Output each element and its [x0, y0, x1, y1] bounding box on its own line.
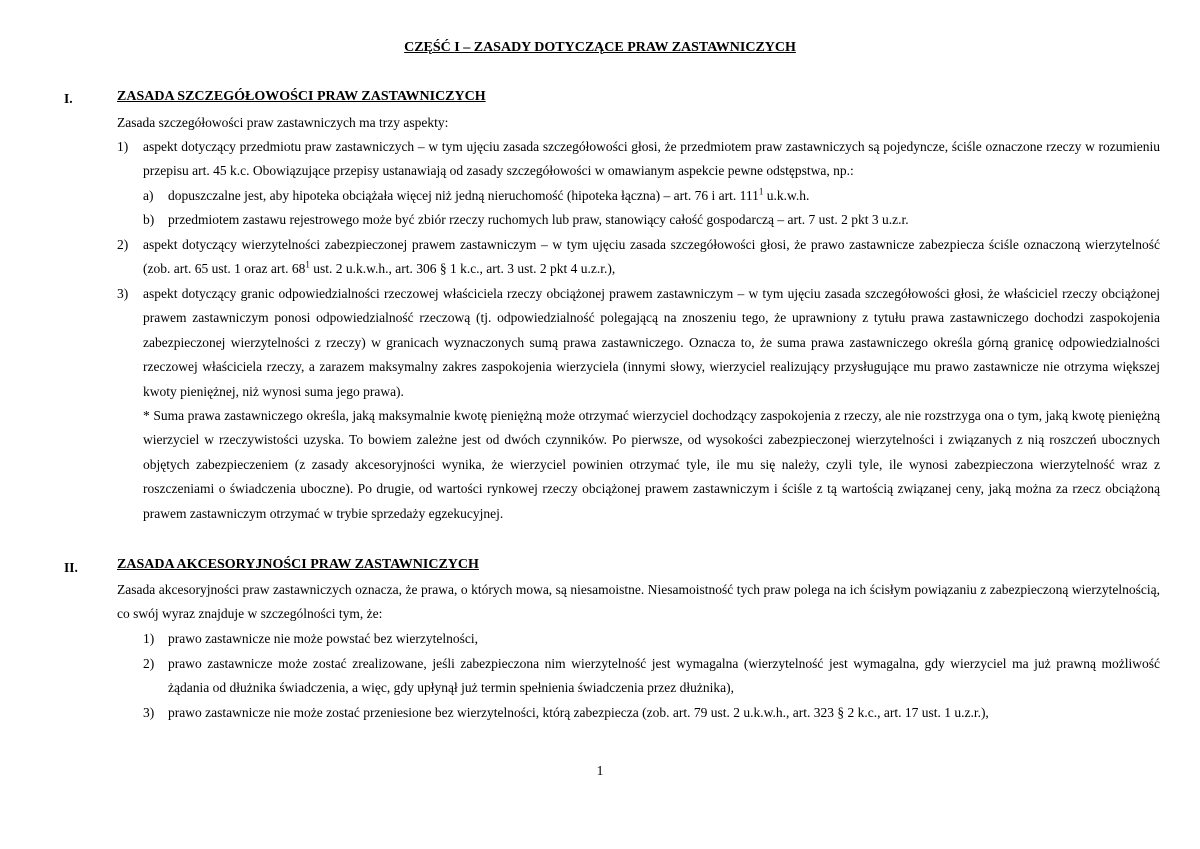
list-item: aspekt dotyczący wierzytelności zabezpieczonej prawem zastawniczym – w tym ujęciu zasada szczegółowości głosi, że prawo zastawnicze zabezpiecza ściśle oznaczoną wierzytelność (zob. art. 65 ust. 1 oraz art. $68^1$ ust. 2 u.k.w.h., art. 306 § 1 k.c., art. 3 ust. 2 pkt 4 u.z.r.),: [143, 237, 1160, 277]
list-item: prawo zastawnicze nie może zostać przeniesione bez wierzytelności, którą zabezpiecza (zob. art. 79 ust. 2 u.k.w.h., art. 323 § 2 k.c., art. 17 ust. 1 u.z.r.),: [168, 705, 989, 720]
list-marker: 2): [117, 237, 129, 252]
list-item: prawo zastawnicze może zostać zrealizowane, jeśli zabezpieczona nim wierzytelność jest wymagalna (wierzytelność jest wymagalna, gdy wierzyciel ma już prawną możliwość żądania od dłużnika świadczenia, a więc, gdy upłynął już termin spełnienia świadczenia przez dłużnika),: [168, 656, 1160, 696]
section-2-heading: ZASADA AKCESORYJNOŚCI PRAW ZASTAWNICZYCH: [117, 557, 479, 572]
section-1-intro: Zasada szczegółowości praw zastawniczych ma trzy aspekty:: [117, 115, 449, 130]
sub-list-marker: a): [143, 188, 154, 203]
list-item: aspekt dotyczący przedmiotu praw zastawniczych – w tym ujęciu zasada szczegółowości głosi, że przedmiotem praw zastawniczych są pojedyncze, ściśle oznaczone rzeczy w rozumieniu przepisu art. 45 k.c. Obowiązujące przepisy ustanawiają od zasady szczegółowości w omawianym aspekcie pewne odstępstwa, np.:: [143, 139, 1160, 179]
page-number: 1: [596, 763, 604, 778]
sub-list-marker: b): [143, 212, 155, 227]
list-marker: 3): [117, 286, 129, 301]
list-marker: 2): [143, 656, 155, 671]
section-2-intro: Zasada akcesoryjności praw zastawniczych oznacza, że prawa, o których mowa, są niesamoistne. Niesamoistność tych praw polega na ich ścisłym powiązaniu z zabezpieczoną wierzytelnością, co swój wyraz znajduje w szczególności tym, że:: [117, 582, 1160, 622]
list-marker: 3): [143, 705, 155, 720]
document-title: CZĘŚĆ I – ZASADY DOTYCZĄCE PRAW ZASTAWNICZYCH: [404, 40, 796, 55]
list-item: aspekt dotyczący granic odpowiedzialności rzeczowej właściciela rzeczy obciążonej prawem zastawniczym – w tym ujęciu zasada szczegółowości głosi, że właściciel rzeczy obciążonej prawem zastawniczym ponosi odpowiedzialność rzeczową (tj. odpowiedzialność polegającą na znoszeniu tego, że uprawniony z tytułu prawa zastawniczego dochodzi zaspokojenia zabezpieczonej wierzytelności z rzeczy) w granicach wyznaczonych sumą prawa zastawniczego. Oznacza to, że suma prawa zastawniczego określa górną granicę odpowiedzialności rzeczowej właściciela rzeczy, a zarazem maksymalny zakres zaspokojenia wierzyciela (innymi słowy, wierzyciel realizujący przysługujące mu prawo zastawnicze nie otrzyma większej kwoty pieniężnej, niż wynosi suma jego prawa).: [143, 286, 1160, 399]
footnote-paragraph: * Suma prawa zastawniczego określa, jaką maksymalnie kwotę pieniężną może otrzymać wierzyciel dochodzący zaspokojenia z rzeczy, ale nie rozstrzyga ona o tym, jaką kwotę pieniężną wierzyciel w rzeczywistości uzyska. To bowiem zależne jest od dwóch czynników. Po pierwsze, od wysokości zabezpieczonej wierzytelności i związanych z nią roszczeń ubocznych objętych zabezpieczeniem (z zasady akcesoryjności wynika, że wierzyciel powinien otrzymać tyle, ile mu się należy, czyli tyle, ile wynosi zabezpieczona wierzytelność wraz z roszczeniami o świadczenia uboczne). Po drugie, od wartości rynkowej rzeczy obciążonej prawem zastawniczym i ściśle z tą wartością związanej ceny, jaką można za rzecz obciążoną prawem zastawniczym otrzymać w trybie sprzedaży egzekucyjnej.: [143, 408, 1160, 521]
section-1-heading: ZASADA SZCZEGÓŁOWOŚCI PRAW ZASTAWNICZYCH: [117, 89, 486, 104]
sub-list-item: przedmiotem zastawu rejestrowego może być zbiór rzeczy ruchomych lub praw, stanowiący całość gospodarczą – art. 7 ust. 2 pkt 3 u.z.r.: [168, 212, 909, 227]
list-marker: 1): [117, 139, 129, 154]
sub-list-item: dopuszczalne jest, aby hipoteka obciążała więcej niż jedną nieruchomość (hipoteka łączna) – art. 76 i art. $111^1$ u.k.w.h.: [168, 186, 810, 203]
section-2-number: II.: [64, 560, 78, 575]
list-marker: 1): [143, 631, 155, 646]
list-item: prawo zastawnicze nie może powstać bez wierzytelności,: [168, 631, 478, 646]
section-1-number: I.: [64, 91, 73, 106]
